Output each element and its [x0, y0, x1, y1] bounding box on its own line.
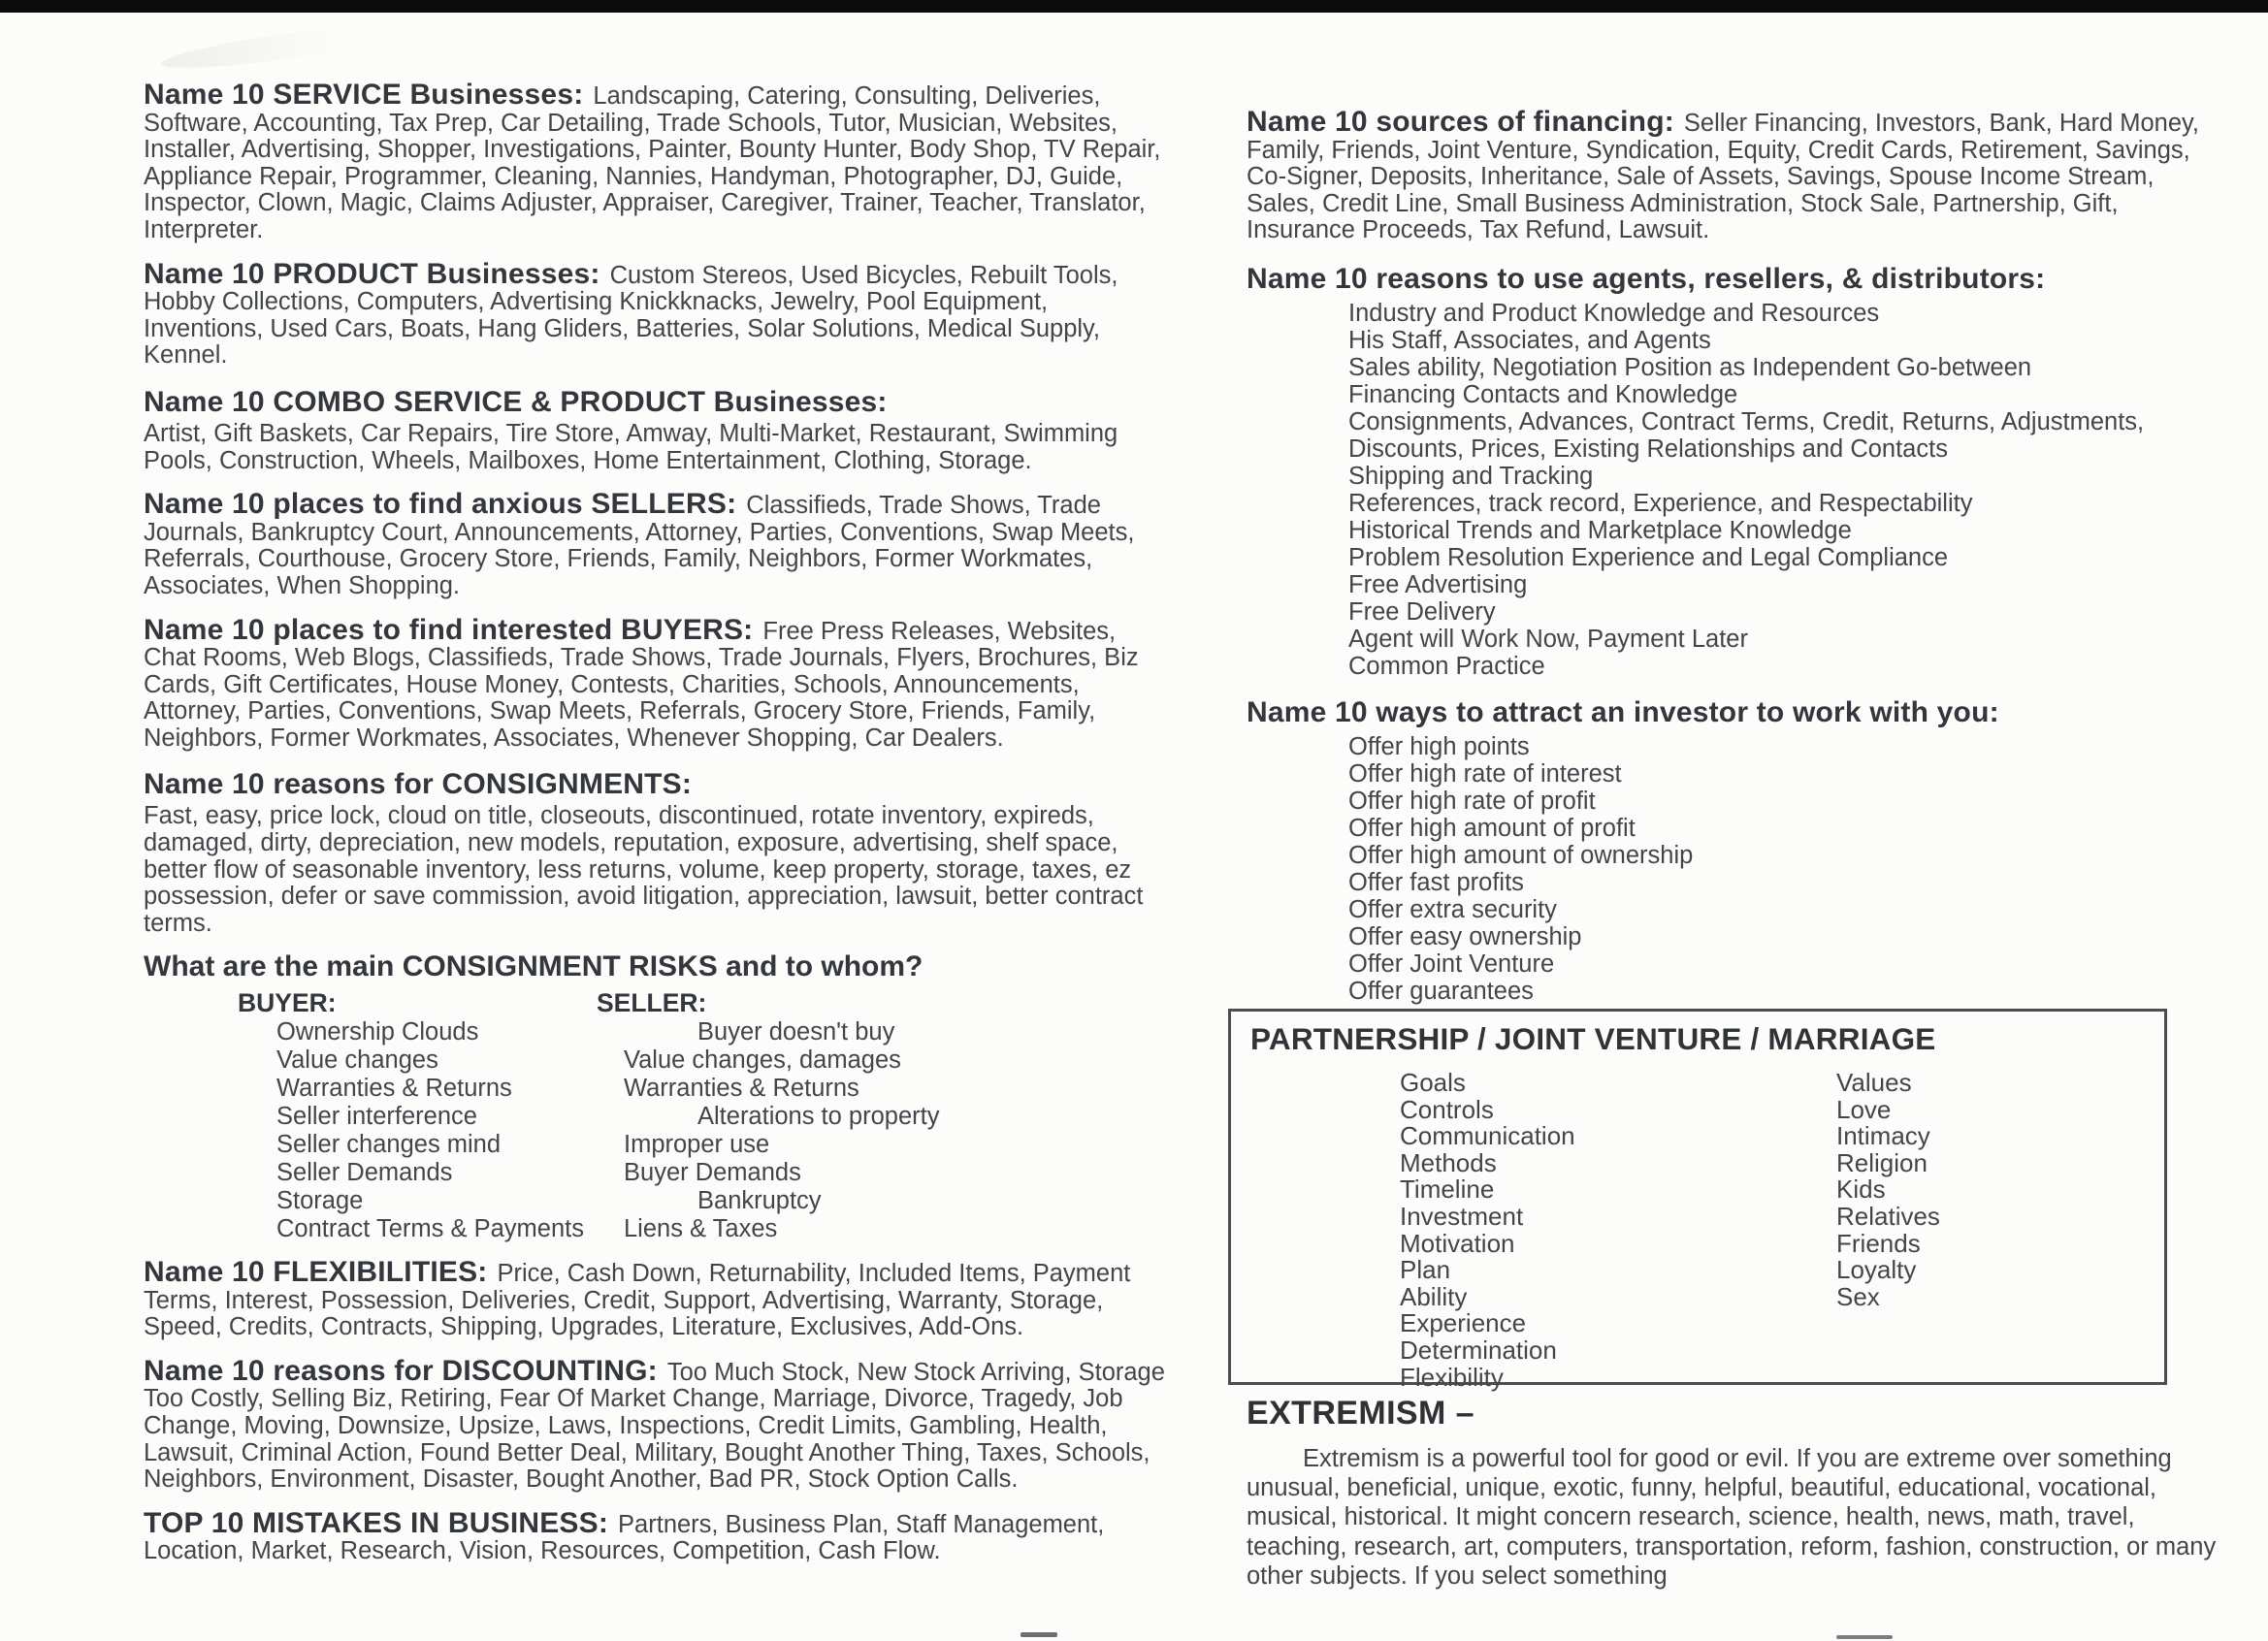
partnership-item: Loyalty [1836, 1255, 1917, 1285]
investor-list-item: Offer guarantees [1348, 977, 1534, 1005]
section-body: Too Much Stock, New Stock Arriving, Storage Too Costly, Selling Biz, Retiring, Fear Of Market Change, Marriage, Divorce, Tragedy, Job Change, Moving, Downsize, Upsize, Laws, Inspections, Credit Limits, Gambling, Health, Lawsuit, Criminal Action, Found Better Deal, Military, Bought Another Thing, Taxes, Schools, Neighbors, Environment, Disaster, Bought Another, Bad PR, Stock Option Calls. [144, 1358, 1165, 1494]
partnership-item: Controls [1400, 1094, 1494, 1124]
partnership-item: Experience [1400, 1308, 1527, 1338]
extremism-heading: EXTREMISM – [1247, 1395, 1474, 1432]
buyer-risk-item: Seller Demands [276, 1159, 453, 1187]
section-body: Artist, Gift Baskets, Car Repairs, Tire Store, Amway, Multi-Market, Restaurant, Swimming Pools, Construction, Wheels, Mailboxes, Home Entertainment, Clothing, Storage. [144, 419, 1118, 474]
partnership-left-list [1400, 1070, 1575, 1391]
section-product-businesses [144, 257, 1166, 370]
section-heading: Name 10 FLEXIBILITIES: [144, 1256, 488, 1289]
section-service-businesses [144, 81, 1166, 244]
section-agents-resellers [1247, 261, 2212, 680]
investor-list-item: Offer fast profits [1348, 868, 1524, 896]
buyer-risk-item: Seller changes mind [276, 1131, 502, 1159]
section-financing [1247, 106, 2212, 244]
seller-risk-item: Bankruptcy [697, 1187, 822, 1215]
buyer-risk-item: Value changes [276, 1046, 438, 1075]
section-combo-businesses [144, 386, 1166, 474]
partnership-title: PARTNERSHIP / JOINT VENTURE / MARRIAGE [1250, 1021, 1936, 1056]
partnership-item: Intimacy [1836, 1121, 1930, 1151]
agents-list-item: Consignments, Advances, Contract Terms, Credit, Returns, Adjustments, Discounts, Prices, Existing Relationships and Contacts [1348, 407, 2145, 463]
partnership-item: Values [1836, 1068, 1912, 1097]
partnership-item: Ability [1400, 1281, 1468, 1311]
partnership-item: Motivation [1400, 1228, 1515, 1258]
risks-title: What are the main CONSIGNMENT RISKS and to whom? [144, 950, 923, 983]
seller-risk-item: Liens & Taxes [624, 1215, 778, 1243]
agents-list-item: Industry and Product Knowledge and Resources [1348, 299, 1880, 327]
agents-list-item: Problem Resolution Experience and Legal Compliance [1348, 543, 1949, 571]
agents-list-item: His Staff, Associates, and Agents [1348, 326, 1711, 354]
buyer-risk-item: Ownership Clouds [276, 1018, 479, 1046]
section-body: Custom Stereos, Used Bicycles, Rebuilt Tools, Hobby Collections, Computers, Advertising Knickknacks, Jewelry, Pool Equipment, Inventions, Used Cars, Boats, Hang Gliders, Batteries, Solar Solutions, Medical Supply, Kennel. [144, 261, 1118, 370]
section-body: Price, Cash Down, Returnability, Included Items, Payment Terms, Interest, Possession, Deliveries, Credit, Support, Advertising, Warranty, Storage, Speed, Credits, Contracts, Shipping, Upgrades, Literature, Exclusives, Add-Ons. [144, 1260, 1131, 1341]
seller-risk-item: Alterations to property [697, 1103, 940, 1131]
agents-list-item: Common Practice [1348, 652, 1545, 680]
section-body: Fast, easy, price lock, cloud on title, closeouts, discontinued, rotate inventory, expireds, damaged, dirty, depreciation, new models, reputation, exposure, advertising, shelf space, better flow of seasonable inventory, less returns, volume, keep property, storage, taxes, ez possession, defer or save commission, avoid litigation, appreciation, lawsuit, better contract terms. [144, 802, 1144, 937]
seller-risk-item: Value changes, damages [624, 1046, 901, 1075]
buyer-label: BUYER: [238, 988, 337, 1018]
partnership-item: Communication [1400, 1121, 1575, 1151]
partnership-item: Plan [1400, 1255, 1451, 1285]
agents-list-item: References, track record, Experience, and Respectability [1348, 489, 1973, 517]
agents-list-item: Agent will Work Now, Payment Later [1348, 625, 1748, 653]
buyer-risk-item: Storage [276, 1187, 364, 1215]
partnership-item: Flexibility [1400, 1362, 1504, 1392]
section-heading: Name 10 reasons for DISCOUNTING: [144, 1354, 658, 1387]
agents-list-item: Sales ability, Negotiation Position as Independent Go-between [1348, 353, 2032, 381]
section-heading: Name 10 places to find anxious SELLERS: [144, 488, 737, 521]
seller-risk-item: Buyer Demands [624, 1159, 801, 1187]
scan-artifact-streak [160, 15, 423, 76]
section-consignments [144, 768, 1166, 937]
section-body: Landscaping, Catering, Consulting, Deliveries, Software, Accounting, Tax Prep, Car Detailing, Trade Schools, Tutor, Musician, Websites, Installer, Advertising, Shopper, Investigations, Painter, Bounty Hunter, Body Shop, TV Repair, Appliance Repair, Programmer, Cleaning, Nannies, Handyman, Photographer, DJ, Guide, Inspector, Clown, Magic, Claims Adjuster, Appraiser, Caregiver, Trainer, Teacher, Translator, Interpreter. [144, 82, 1161, 243]
section-heading: Name 10 reasons to use agents, resellers, & distributors: [1247, 262, 2046, 295]
section-anxious-sellers [144, 488, 1166, 599]
buyer-risk-item: Seller interference [276, 1103, 477, 1131]
buyer-risk-item: Warranties & Returns [276, 1075, 512, 1103]
extremism-body: Extremism is a powerful tool for good or evil. If you are extreme over something unusual, beneficial, unique, exotic, funny, helpful, beautiful, educational, vocational, musical, historical. It might concern research, science, health, news, math, travel, teaching, research, art, computers, transportation, reform, fashion, construction, or many other subjects. If you select something [1247, 1445, 2217, 1590]
section-body: Partners, Business Plan, Staff Management, Location, Market, Research, Vision, Resources, Competition, Cash Flow. [144, 1510, 1105, 1565]
agents-list-item: Historical Trends and Marketplace Knowledge [1348, 516, 1852, 544]
agents-list-item: Financing Contacts and Knowledge [1348, 380, 1738, 408]
seller-label: SELLER: [597, 988, 707, 1018]
partnership-item: Investment [1400, 1201, 1524, 1231]
investor-list-item: Offer high rate of interest [1348, 759, 1622, 788]
section-heading: Name 10 places to find interested BUYERS: [144, 613, 754, 646]
partnership-right-list [1836, 1070, 1940, 1310]
scan-artifact-speck [1836, 1635, 1893, 1639]
investor-list-item: Offer Joint Venture [1348, 949, 1555, 978]
investor-list-item: Offer high amount of profit [1348, 814, 1636, 842]
partnership-item: Love [1836, 1094, 1892, 1124]
seller-risk-item: Buyer doesn't buy [697, 1018, 895, 1046]
partnership-item: Goals [1400, 1068, 1466, 1097]
partnership-item: Timeline [1400, 1174, 1495, 1205]
investor-list-item: Offer high points [1348, 732, 1530, 760]
section-heading: Name 10 sources of financing: [1247, 106, 1674, 138]
section-heading: Name 10 COMBO SERVICE & PRODUCT Businesses: [144, 385, 888, 418]
section-attract-investor [1247, 694, 2212, 1005]
partnership-item: Religion [1836, 1147, 1928, 1177]
investor-list-item: Offer high rate of profit [1348, 787, 1596, 815]
section-heading: Name 10 SERVICE Businesses: [144, 79, 584, 111]
section-top-mistakes [144, 1506, 1166, 1565]
agents-list-item: Free Delivery [1348, 597, 1496, 626]
seller-risk-item: Warranties & Returns [624, 1075, 859, 1103]
scan-artifact-speck [1021, 1632, 1057, 1637]
buyer-risk-item: Contract Terms & Payments [276, 1215, 584, 1243]
section-heading: Name 10 PRODUCT Businesses: [144, 257, 600, 290]
risks-seller-column [597, 988, 1166, 1243]
partnership-item: Kids [1836, 1174, 1886, 1205]
partnership-box [1228, 1009, 2167, 1392]
section-flexibilities [144, 1256, 1166, 1341]
investor-list-item: Offer easy ownership [1348, 922, 1582, 950]
section-heading: Name 10 ways to attract an investor to work with you: [1247, 695, 1999, 728]
agents-list-item: Shipping and Tracking [1348, 462, 1594, 490]
partnership-item: Friends [1836, 1228, 1921, 1258]
section-extremism [1247, 1395, 2217, 1591]
risks-buyer-column [144, 988, 597, 1243]
section-body: Free Press Releases, Websites, Chat Rooms, Web Blogs, Classifieds, Trade Shows, Trade Journals, Flyers, Brochures, Biz Cards, Gift Certificates, House Money, Contests, Charities, Schools, Announcements, Attorney, Parties, Conventions, Swap Meets, Referrals, Grocery Store, Friends, Family, Neighbors, Former Workmates, Associates, Whenever Shopping, Car Dealers. [144, 617, 1139, 752]
agents-list-item: Free Advertising [1348, 570, 1528, 598]
section-discounting [144, 1354, 1166, 1494]
section-body: Classifieds, Trade Shows, Trade Journals, Bankruptcy Court, Announcements, Attorney, Parties, Conventions, Swap Meets, Referrals, Courthouse, Grocery Store, Friends, Family, Neighbors, Former Workmates, Associates, When Shopping. [144, 492, 1135, 599]
section-heading: Name 10 reasons for CONSIGNMENTS: [144, 768, 693, 801]
section-interested-buyers [144, 613, 1166, 753]
left-column [144, 81, 1166, 1582]
partnership-item: Relatives [1836, 1201, 1940, 1231]
right-column [1247, 106, 2212, 1019]
scan-artifact-top-bar [0, 0, 2268, 13]
consignment-risks-section [144, 950, 1166, 1243]
partnership-item: Sex [1836, 1281, 1880, 1311]
risks-columns [144, 988, 1166, 1243]
section-body: Seller Financing, Investors, Bank, Hard Money, Family, Friends, Joint Venture, Syndication, Equity, Credit Cards, Retirement, Savings, Co-Signer, Deposits, Inheritance, Sale of Assets, Savings, Spouse Income Stream, Sales, Credit Line, Small Business Administration, Stock Sale, Partnership, Gift, Insurance Proceeds, Tax Refund, Lawsuit. [1247, 110, 2199, 244]
investor-list-item: Offer high amount of ownership [1348, 841, 1694, 869]
seller-risk-item: Improper use [624, 1131, 770, 1159]
section-heading: TOP 10 MISTAKES IN BUSINESS: [144, 1506, 609, 1539]
investor-list-item: Offer extra security [1348, 895, 1557, 923]
partnership-item: Determination [1400, 1335, 1557, 1365]
partnership-item: Methods [1400, 1147, 1497, 1177]
